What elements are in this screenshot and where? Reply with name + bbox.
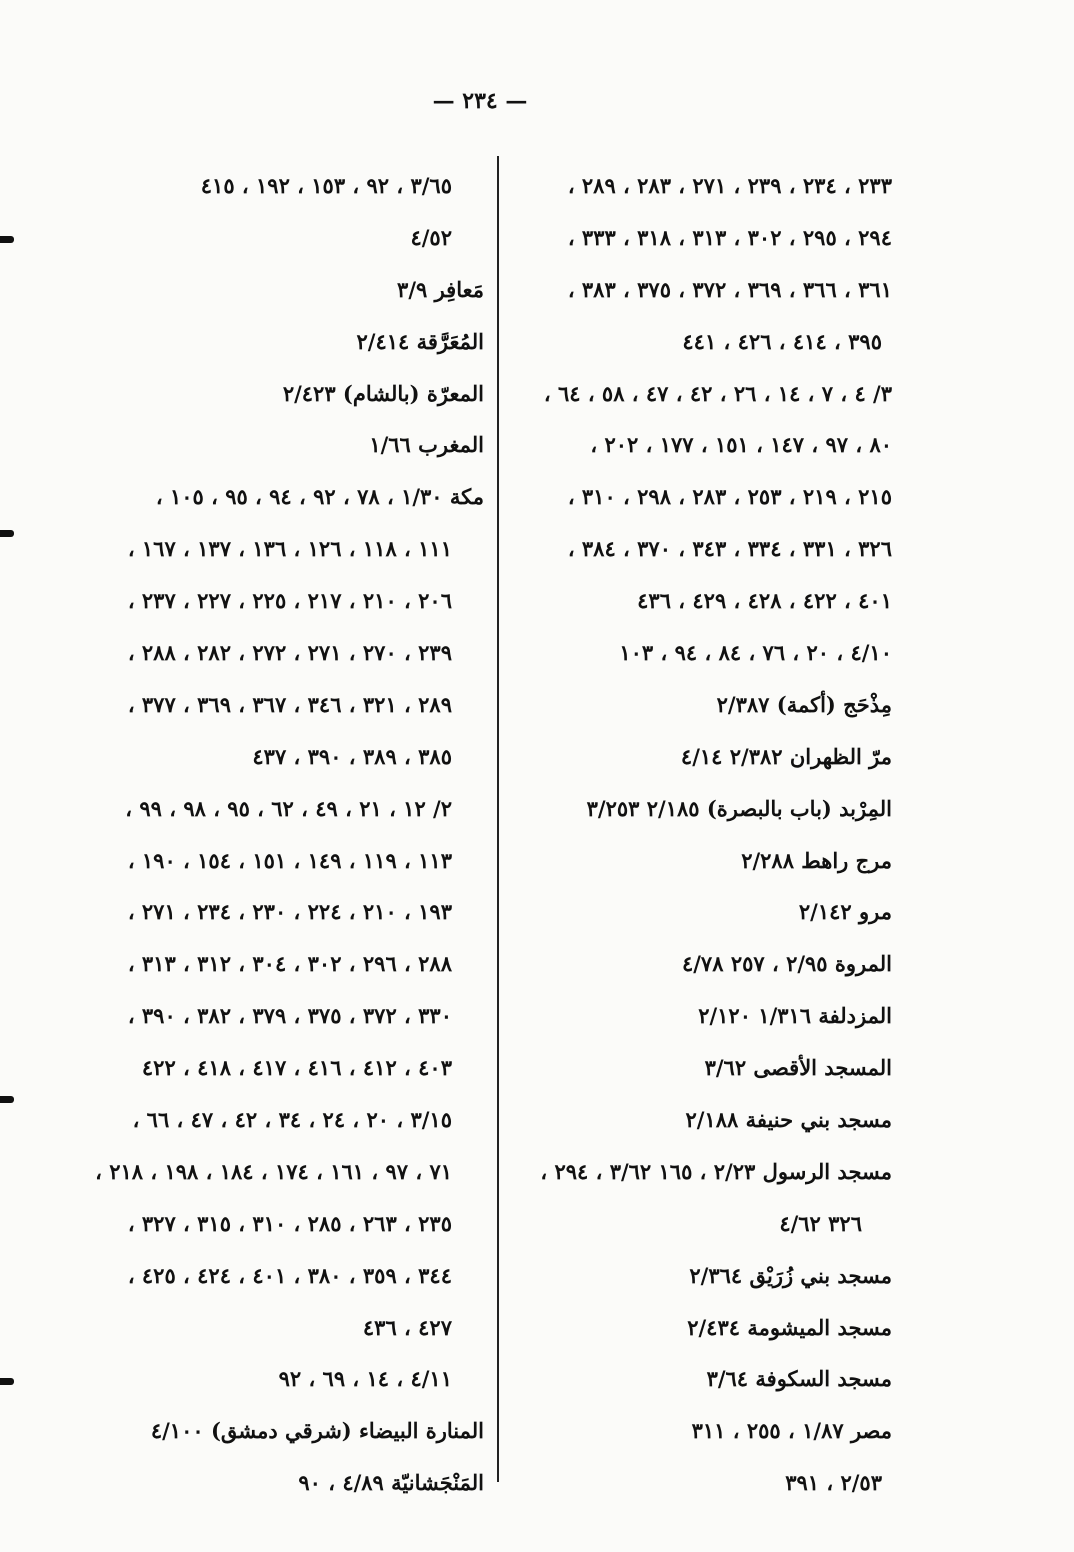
index-entry: مكة ١/٣٠ ، ٧٨ ، ٩٢ ، ٩٤ ، ٩٥ ، ١٠٥ ،	[155, 484, 484, 510]
index-line: ٣٤٤ ، ٣٥٩ ، ٣٨٠ ، ٤٠١ ، ٤٢٤ ، ٤٢٥ ،	[127, 1262, 452, 1288]
column-divider	[497, 156, 499, 1482]
index-line: ٣٢٦ ٤/٦٢	[779, 1210, 862, 1236]
index-column-right	[512, 160, 892, 1509]
index-line: ٢٨٩ ، ٣٢١ ، ٣٤٦ ، ٣٦٧ ، ٣٦٩ ، ٣٧٧ ،	[127, 691, 452, 717]
index-line: ٤/١١ ، ١٤ ، ٦٩ ، ٩٢	[278, 1366, 452, 1392]
index-line: ٣/١٥ ، ٢٠ ، ٢٤ ، ٣٤ ، ٤٢ ، ٤٧ ، ٦٦ ،	[132, 1107, 452, 1133]
page-number: — ٢٣٤ —	[432, 88, 528, 114]
index-line: ١٩٣ ، ٢١٠ ، ٢٢٤ ، ٢٣٠ ، ٢٣٤ ، ٢٧١ ،	[127, 899, 452, 925]
index-line: ٣/ ٤ ، ٧ ، ١٤ ، ٢٦ ، ٤٢ ، ٤٧ ، ٥٨ ، ٦٤ ،	[543, 380, 892, 406]
index-entry: مرّ الظهران ٢/٣٨٢ ٤/١٤	[680, 743, 892, 769]
index-entry: المعرّة (بالشام) ٢/٤٢٣	[282, 380, 484, 406]
index-line: ٢٠٦ ، ٢١٠ ، ٢١٧ ، ٢٢٥ ، ٢٢٧ ، ٢٣٧ ،	[127, 588, 452, 614]
index-entry: المُعَرَّقة ٢/٤١٤	[356, 328, 484, 354]
index-line: ٢٨٨ ، ٢٩٦ ، ٣٠٢ ، ٣٠٤ ، ٣١٢ ، ٣١٣ ،	[127, 951, 452, 977]
index-entry: مسجد بني حنيفة ٢/١٨٨	[685, 1107, 892, 1133]
index-entry: المنارة البيضاء (شرقي دمشق) ٤/١٠٠	[150, 1418, 484, 1444]
binding-mark	[0, 1096, 14, 1103]
index-line: ٣٦١ ، ٣٦٦ ، ٣٦٩ ، ٣٧٢ ، ٣٧٥ ، ٣٨٣ ،	[567, 276, 892, 302]
index-entry: مرج راهط ٢/٢٨٨	[741, 847, 892, 873]
index-line: ٢٣٥ ، ٢٦٣ ، ٢٨٥ ، ٣١٠ ، ٣١٥ ، ٣٢٧ ،	[127, 1210, 452, 1236]
index-line: ٤٠٣ ، ٤١٢ ، ٤١٦ ، ٤١٧ ، ٤١٨ ، ٤٢٢	[141, 1055, 452, 1081]
index-line: ٣٨٥ ، ٣٨٩ ، ٣٩٠ ، ٤٣٧	[252, 743, 452, 769]
index-line: ٣٣٠ ، ٣٧٢ ، ٣٧٥ ، ٣٧٩ ، ٣٨٢ ، ٣٩٠ ،	[127, 1003, 452, 1029]
binding-mark	[0, 530, 14, 537]
index-entry: مَعافِر ٣/٩	[397, 276, 484, 302]
index-line: ٤٢٧ ، ٤٣٦	[362, 1314, 452, 1340]
index-line: ٣/٦٥ ، ٩٢ ، ١٥٣ ، ١٩٢ ، ٤١٥	[200, 173, 452, 198]
index-line: ٢١٥ ، ٢١٩ ، ٢٥٣ ، ٢٨٣ ، ٢٩٨ ، ٣١٠ ،	[567, 484, 892, 510]
index-entry: مسجد الرسول ٢/٢٣ ، ١٦٥ ٣/٦٢ ، ٢٩٤ ،	[540, 1158, 892, 1184]
index-line: ٨٠ ، ٩٧ ، ١٤٧ ، ١٥١ ، ١٧٧ ، ٢٠٢ ،	[590, 432, 892, 458]
index-line: ٤٠١ ، ٤٢٢ ، ٤٢٨ ، ٤٢٩ ، ٤٣٦	[637, 588, 892, 614]
index-line: ٢/٥٣ ، ٣٩١	[785, 1470, 882, 1496]
index-entry: مسجد بني زُرَيْق ٢/٣٦٤	[689, 1262, 892, 1288]
index-entry: المَنْجَشانيّة ٤/٨٩ ، ٩٠	[298, 1470, 484, 1496]
index-entry: مسجد السكوفة ٣/٦٤	[706, 1366, 892, 1392]
index-entry: المزدلفة ١/٣١٦ ٢/١٢٠	[698, 1003, 892, 1029]
index-line: ٢/ ١٢ ، ٢١ ، ٤٩ ، ٦٢ ، ٩٥ ، ٩٨ ، ٩٩ ،	[125, 795, 452, 821]
index-line: ٢٣٩ ، ٢٧٠ ، ٢٧١ ، ٢٧٢ ، ٢٨٢ ، ٢٨٨ ،	[127, 640, 452, 666]
index-entry: مرو ٢/١٤٢	[798, 899, 892, 925]
index-line: ٧١ ، ٩٧ ، ١٦١ ، ١٧٤ ، ١٨٤ ، ١٩٨ ، ٢١٨ ،	[95, 1158, 452, 1184]
index-line: ٣٢٦ ، ٣٣١ ، ٣٣٤ ، ٣٤٣ ، ٣٧٠ ، ٣٨٤ ،	[567, 536, 892, 562]
index-line: ١١٣ ، ١١٩ ، ١٤٩ ، ١٥١ ، ١٥٤ ، ١٩٠ ،	[127, 847, 452, 873]
index-line: ١١١ ، ١١٨ ، ١٢٦ ، ١٣٦ ، ١٣٧ ، ١٦٧ ،	[127, 536, 452, 562]
index-line: ٤/٥٢	[410, 224, 452, 250]
binding-mark	[0, 236, 14, 243]
index-entry: مِذْحَج (أكمة) ٢/٣٨٧	[716, 691, 892, 717]
index-entry: المغرب ١/٦٦	[369, 432, 484, 458]
index-line: ٣٩٥ ، ٤١٤ ، ٤٢٦ ، ٤٤١	[682, 328, 882, 354]
index-entry: مصر ١/٨٧ ، ٢٥٥ ، ٣١١	[691, 1418, 892, 1444]
index-entry: المِرْبد (باب بالبصرة) ٢/١٨٥ ٣/٢٥٣	[586, 795, 892, 821]
index-line: ٢٩٤ ، ٢٩٥ ، ٣٠٢ ، ٣١٣ ، ٣١٨ ، ٣٣٣ ،	[567, 224, 892, 250]
binding-mark	[0, 1378, 14, 1385]
index-entry: المروة ٢/٩٥ ، ٢٥٧ ٤/٧٨	[681, 951, 892, 977]
index-entry: مسجد الميشومة ٢/٤٣٤	[687, 1314, 892, 1340]
index-line: ٤/١٠ ، ٢٠ ، ٧٦ ، ٨٤ ، ٩٤ ، ١٠٣	[619, 640, 892, 666]
index-entry: المسجد الأقصى ٣/٦٢	[704, 1055, 892, 1081]
index-line: ٢٣٣ ، ٢٣٤ ، ٢٣٩ ، ٢٧١ ، ٢٨٣ ، ٢٨٩ ،	[567, 173, 892, 198]
index-column-left	[72, 160, 484, 1509]
